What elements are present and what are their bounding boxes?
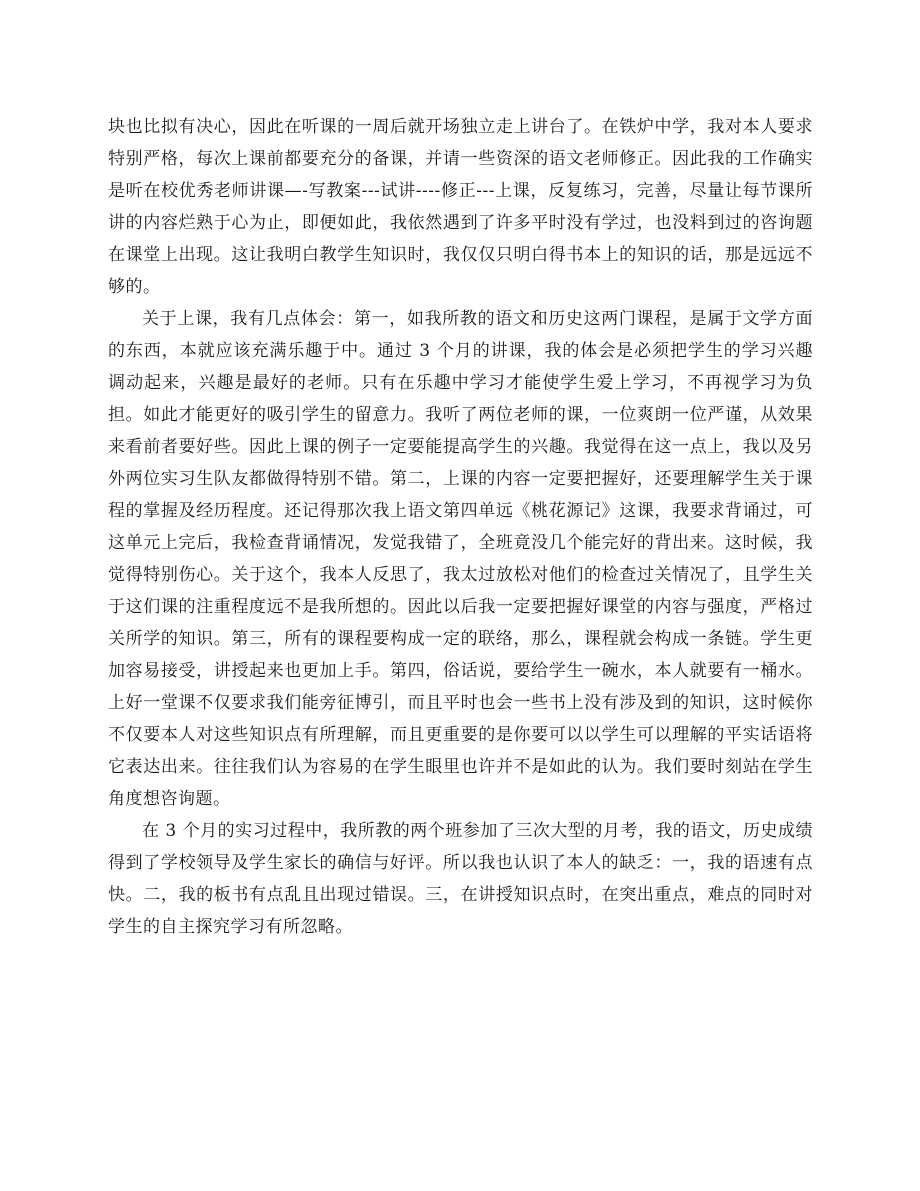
paragraph-3: 在 3 个月的实习过程中，我所教的两个班参加了三次大型的月考，我的语文，历史成绩得到了学校领导及学生家长的确信与好评。所以我也认识了本人的缺乏：一，我的语速有点快。二，我的板书有点乱且出现过错误。三，在讲授知识点时，在突出重点，难点的同时对学生的自主探究学习有所忽略。 bbox=[108, 821, 813, 937]
paragraph-1: 块也比拟有决心，因此在听课的一周后就开场独立走上讲台了。在铁炉中学，我对本人要求特别严格，每次上课前都要充分的备课，并请一些资深的语文老师修正。因此我的工作确实是听在校优秀老师讲课—-写教案---试讲----修正---上课，反复练习，完善，尽量让每节课所讲的内容烂熟于心为止，即便如此，我依然遇到了许多平时没有学过，也没料到过的咨询题在课堂上出现。这让我明白教学生知识时，我仅仅只明白得书本上的知识的话，那是远远不够的。 bbox=[108, 117, 813, 297]
document-body bbox=[108, 111, 813, 943]
paragraph-2: 关于上课，我有几点体会：第一，如我所教的语文和历史这两门课程，是属于文学方面的东西，本就应该充满乐趣于中。通过 3 个月的讲课，我的体会是必须把学生的学习兴趣调动起来，兴趣是最好的老师。只有在乐趣中学习才能使学生爱上学习，不再视学习为负担。如此才能更好的吸引学生的留意力。我听了两位老师的课，一位爽朗一位严谨，从效果来看前者要好些。因此上课的例子一定要能提高学生的兴趣。我觉得在这一点上，我以及另外两位实习生队友都做得特别不错。第二，上课的内容一定要把握好，还要理解学生关于课程的掌握及经历程度。还记得那次我上语文第四单远《桃花源记》这课，我要求背诵过，可这单元上完后，我检查背诵情况，发觉我错了，全班竟没几个能完好的背出来。这时候，我觉得特别伤心。关于这个，我本人反思了，我太过放松对他们的检查过关情况了，且学生关于这们课的注重程度远不是我所想的。因此以后我一定要把握好课堂的内容与强度，严格过关所学的知识。第三，所有的课程要构成一定的联络，那么，课程就会构成一条链。学生更加容易接受，讲授起来也更加上手。第四，俗话说，要给学生一碗水，本人就要有一桶水。上好一堂课不仅要求我们能旁征博引，而且平时也会一些书上没有涉及到的知识，这时候你不仅要本人对这些知识点有所理解，而且更重要的是你要可以以学生可以理解的平实话语将它表达出来。往往我们认为容易的在学生眼里也许并不是如此的认为。我们要时刻站在学生角度想咨询题。 bbox=[108, 309, 813, 809]
